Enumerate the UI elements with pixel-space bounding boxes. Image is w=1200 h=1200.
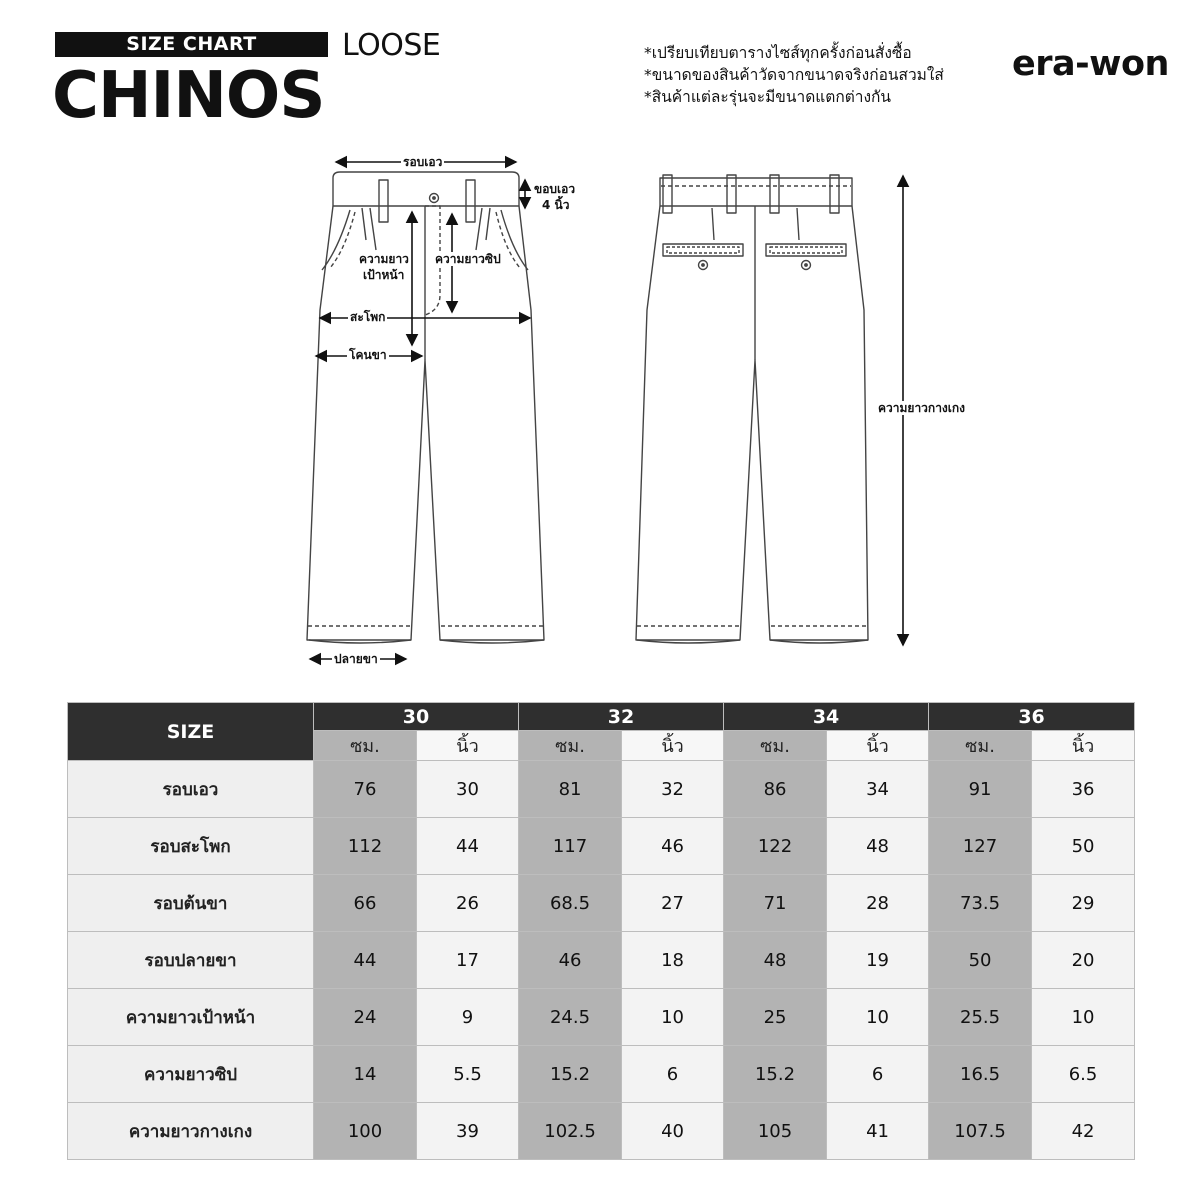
row-label: รอบเอว (68, 761, 314, 818)
size-table-body (68, 761, 1135, 1160)
row-label: รอบสะโพก (68, 818, 314, 875)
cell-inch: 6 (827, 1046, 929, 1103)
hip-label: สะโพก (350, 310, 386, 324)
cell-cm: 127 (929, 818, 1032, 875)
cell-cm: 16.5 (929, 1046, 1032, 1103)
table-row (68, 761, 1135, 818)
cell-inch: 6.5 (1032, 1046, 1135, 1103)
unit-cm: ซม. (519, 731, 622, 761)
row-label: รอบปลายขา (68, 932, 314, 989)
cell-cm: 117 (519, 818, 622, 875)
cell-inch: 39 (417, 1103, 519, 1160)
cell-inch: 30 (417, 761, 519, 818)
cell-cm: 76 (314, 761, 417, 818)
table-row (68, 1046, 1135, 1103)
table-row (68, 932, 1135, 989)
waistband-size-label: 4 นิ้ว (542, 198, 570, 212)
cell-inch: 46 (622, 818, 724, 875)
fit-label: LOOSE (342, 28, 441, 63)
cell-cm: 105 (724, 1103, 827, 1160)
size-36-header: 36 (929, 703, 1135, 731)
cell-inch: 6 (622, 1046, 724, 1103)
unit-inch: นิ้ว (827, 731, 929, 761)
cell-inch: 29 (1032, 875, 1135, 932)
size-chart-label: SIZE CHART (55, 32, 328, 57)
back-pants (636, 175, 868, 643)
size-30-header: 30 (314, 703, 519, 731)
size-32-header: 32 (519, 703, 724, 731)
cell-cm: 25.5 (929, 989, 1032, 1046)
leg-opening-label: ปลายขา (334, 652, 378, 666)
note-line: *สินค้าแต่ละรุ่นจะมีขนาดแตกต่างกัน (644, 88, 892, 106)
cell-cm: 91 (929, 761, 1032, 818)
note-line: *ขนาดของสินค้าวัดจากขนาดจริงก่อนสวมใส่ (644, 66, 944, 84)
product-title: CHINOS (52, 59, 325, 133)
cell-cm: 100 (314, 1103, 417, 1160)
notes (644, 42, 944, 108)
unit-cm: ซม. (724, 731, 827, 761)
cell-inch: 34 (827, 761, 929, 818)
table-row (68, 875, 1135, 932)
front-pants (307, 172, 544, 643)
row-label: ความยาวซิป (68, 1046, 314, 1103)
size-34-header: 34 (724, 703, 929, 731)
table-row (68, 989, 1135, 1046)
size-table (67, 702, 1135, 1160)
waist-label: รอบเอว (403, 155, 443, 169)
cell-cm: 81 (519, 761, 622, 818)
cell-cm: 25 (724, 989, 827, 1046)
cell-inch: 10 (827, 989, 929, 1046)
cell-cm: 102.5 (519, 1103, 622, 1160)
size-header: SIZE (68, 703, 314, 761)
cell-cm: 24.5 (519, 989, 622, 1046)
cell-inch: 36 (1032, 761, 1135, 818)
front-rise-label: ความยาว (359, 252, 409, 266)
thigh-label: โคนขา (349, 348, 387, 362)
cell-cm: 73.5 (929, 875, 1032, 932)
cell-inch: 19 (827, 932, 929, 989)
cell-inch: 18 (622, 932, 724, 989)
cell-inch: 44 (417, 818, 519, 875)
cell-inch: 26 (417, 875, 519, 932)
cell-inch: 40 (622, 1103, 724, 1160)
cell-cm: 48 (724, 932, 827, 989)
cell-cm: 46 (519, 932, 622, 989)
cell-cm: 112 (314, 818, 417, 875)
cell-cm: 15.2 (724, 1046, 827, 1103)
cell-inch: 42 (1032, 1103, 1135, 1160)
cell-inch: 27 (622, 875, 724, 932)
cell-cm: 15.2 (519, 1046, 622, 1103)
table-row (68, 818, 1135, 875)
brand-logo: era-won (1012, 44, 1169, 84)
table-row (68, 1103, 1135, 1160)
note-line: *เปรียบเทียบตารางไซส์ทุกครั้งก่อนสั่งซื้อ (644, 44, 912, 62)
row-label: รอบต้นขา (68, 875, 314, 932)
unit-cm: ซม. (929, 731, 1032, 761)
cell-cm: 66 (314, 875, 417, 932)
pants-diagram (0, 140, 1200, 680)
cell-cm: 122 (724, 818, 827, 875)
cell-inch: 48 (827, 818, 929, 875)
row-label: ความยาวกางเกง (68, 1103, 314, 1160)
cell-inch: 9 (417, 989, 519, 1046)
cell-inch: 20 (1032, 932, 1135, 989)
zip-length-label: ความยาวซิป (435, 252, 501, 266)
unit-inch: นิ้ว (622, 731, 724, 761)
cell-cm: 86 (724, 761, 827, 818)
row-label: ความยาวเป้าหน้า (68, 989, 314, 1046)
front-rise-label: เป้าหน้า (363, 268, 405, 282)
cell-cm: 24 (314, 989, 417, 1046)
cell-cm: 71 (724, 875, 827, 932)
unit-inch: นิ้ว (417, 731, 519, 761)
cell-inch: 17 (417, 932, 519, 989)
unit-cm: ซม. (314, 731, 417, 761)
cell-cm: 107.5 (929, 1103, 1032, 1160)
cell-inch: 32 (622, 761, 724, 818)
cell-inch: 41 (827, 1103, 929, 1160)
unit-inch: นิ้ว (1032, 731, 1135, 761)
pants-length-label: ความยาวกางเกง (878, 401, 966, 415)
cell-cm: 68.5 (519, 875, 622, 932)
cell-cm: 14 (314, 1046, 417, 1103)
cell-inch: 10 (1032, 989, 1135, 1046)
cell-inch: 28 (827, 875, 929, 932)
pants-drawing (0, 140, 1200, 680)
cell-inch: 5.5 (417, 1046, 519, 1103)
cell-cm: 50 (929, 932, 1032, 989)
cell-inch: 50 (1032, 818, 1135, 875)
cell-cm: 44 (314, 932, 417, 989)
waistband-label: ขอบเอว (534, 182, 576, 196)
cell-inch: 10 (622, 989, 724, 1046)
